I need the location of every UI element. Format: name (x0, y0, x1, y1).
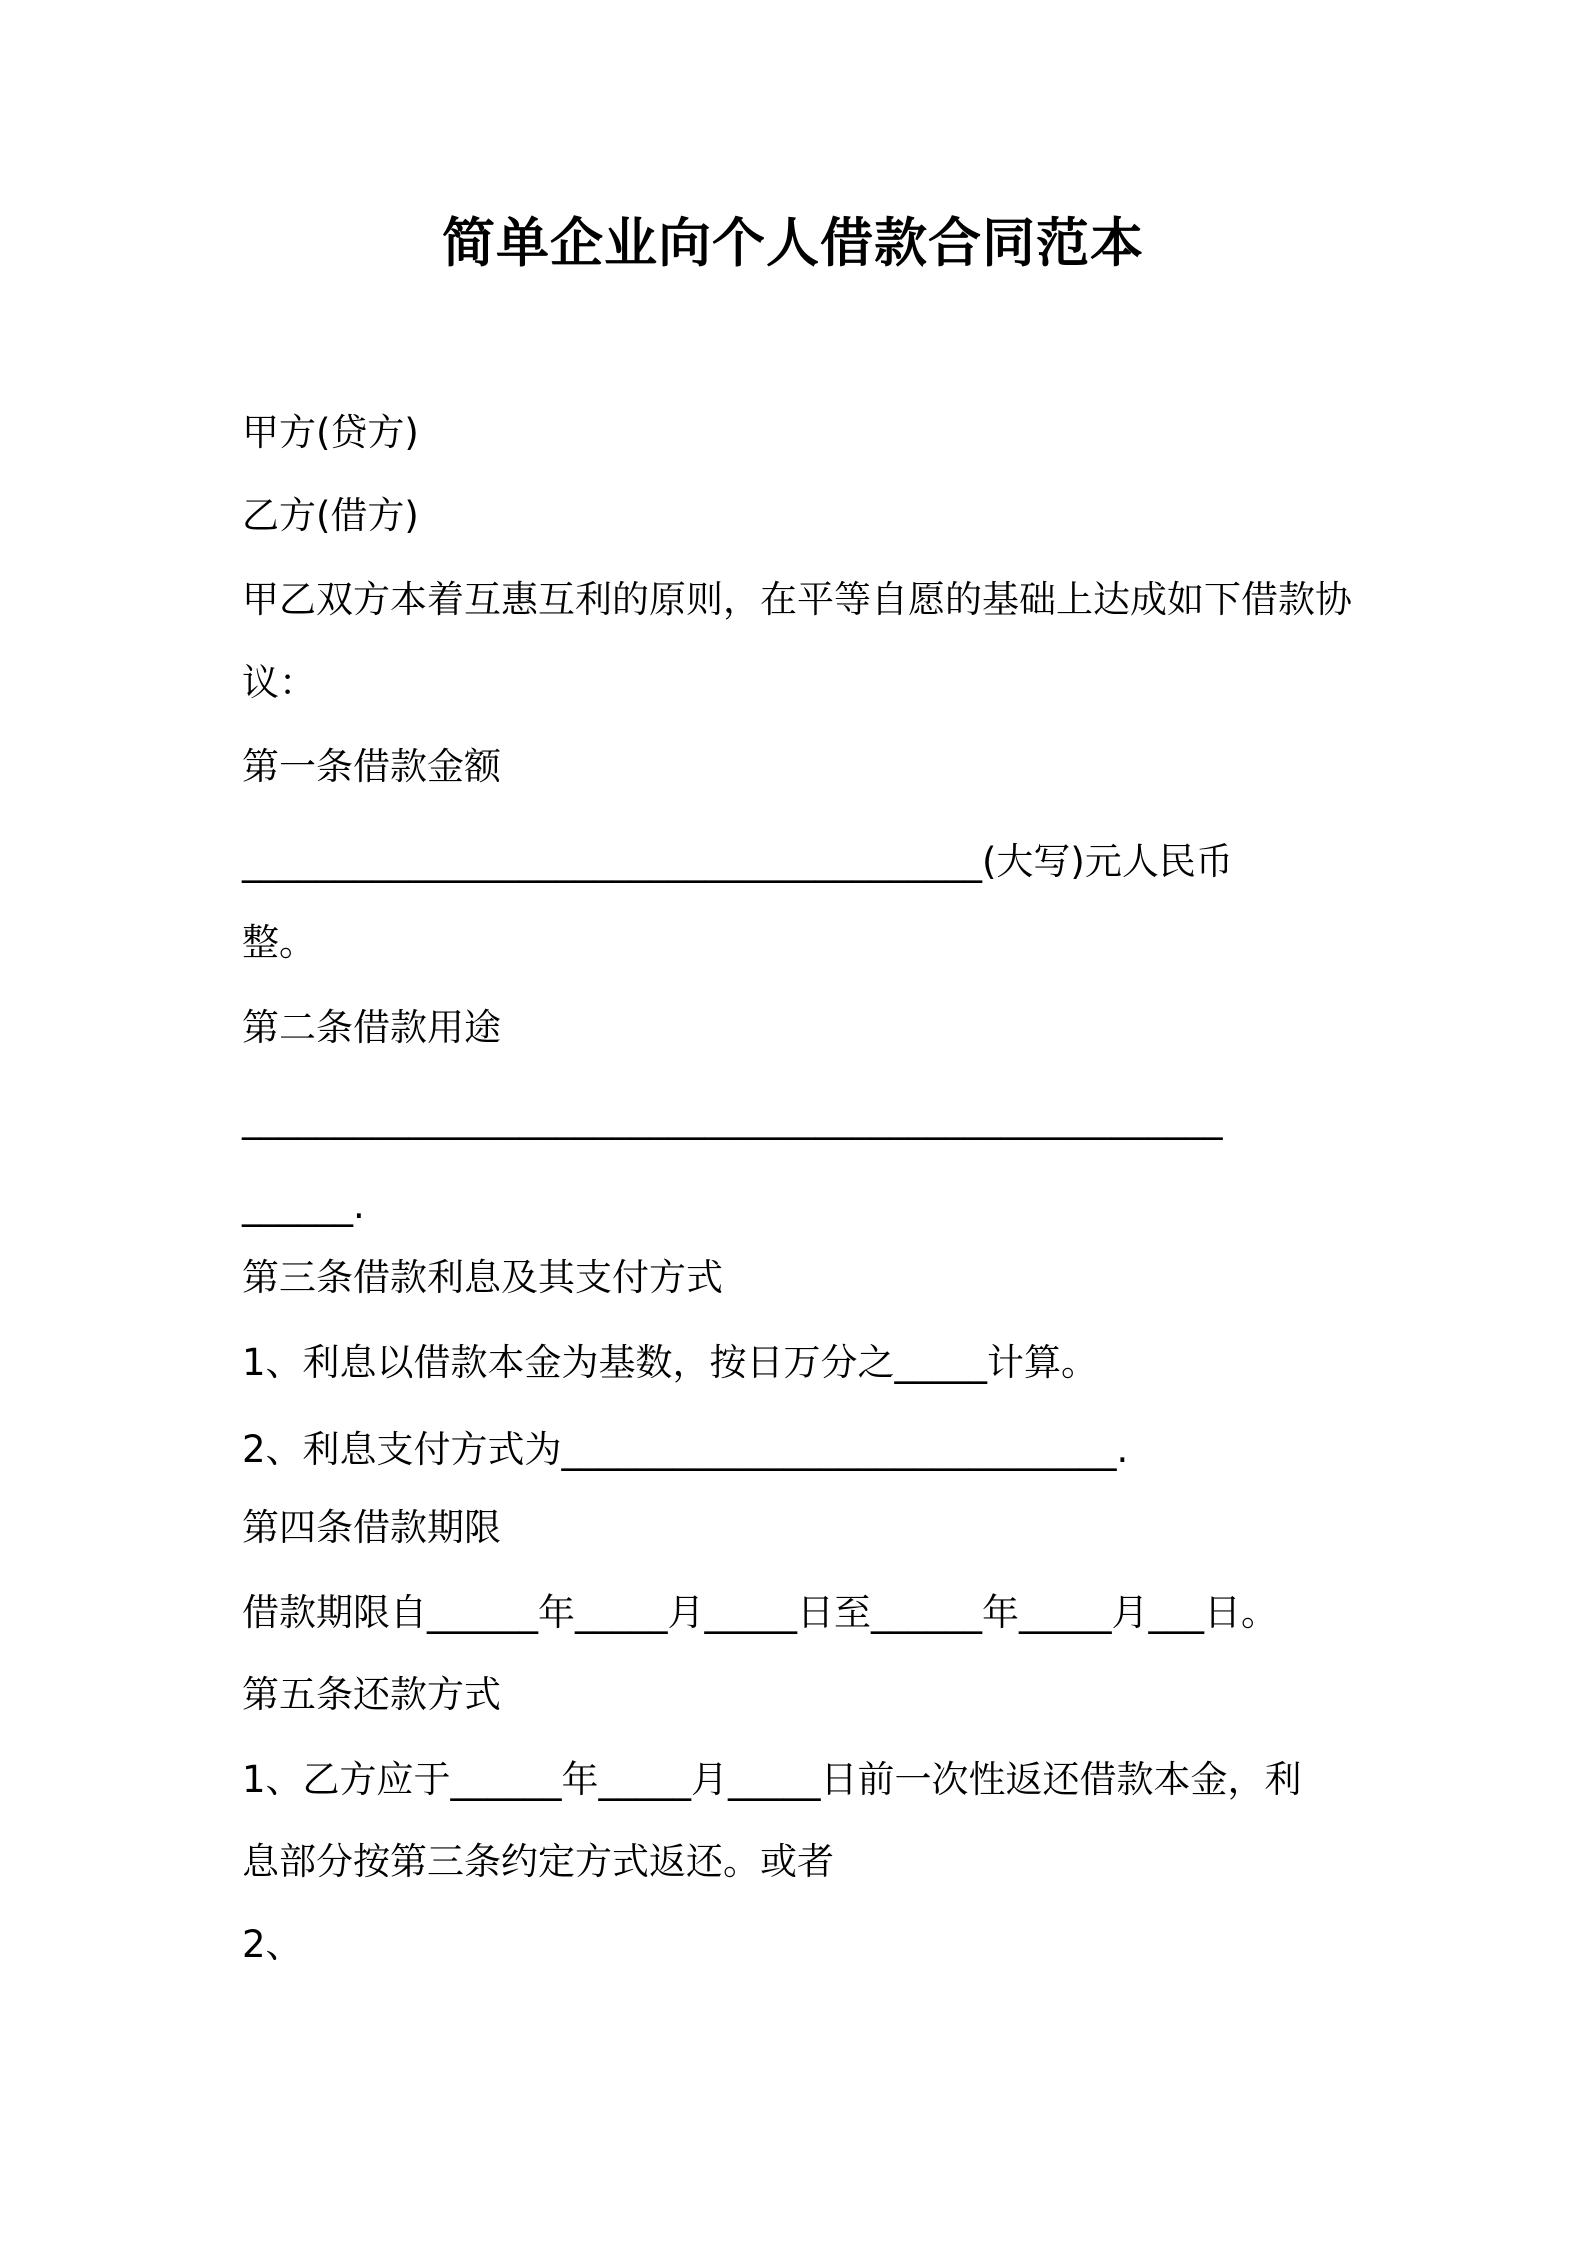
preamble-line-1: 甲乙双方本着互惠互利的原则，在平等自愿的基础上达成如下借款协 (242, 578, 1352, 621)
article-3-clause-2: 2、利息支付方式为______________________________. (242, 1428, 1129, 1471)
article-1-heading: 第一条借款金额 (242, 745, 501, 788)
article-2-heading: 第二条借款用途 (242, 1006, 501, 1049)
article-5-clause-1: 1、乙方应于______年_____月_____日前一次性返还借款本金，利 (242, 1758, 1302, 1801)
article-1-amount-end: 整。 (242, 921, 316, 964)
party-a-line: 甲方(贷方) (242, 411, 419, 454)
article-3-heading: 第三条借款利息及其支付方式 (242, 1256, 723, 1299)
article-5-clause-1-cont: 息部分按第三条约定方式返还。或者 (242, 1840, 834, 1883)
article-5-clause-2: 2、 (242, 1923, 303, 1966)
party-b-line: 乙方(借方) (242, 494, 419, 537)
article-5-heading: 第五条还款方式 (242, 1673, 501, 1716)
document-title: 简单企业向个人借款合同范本 (442, 213, 1144, 274)
preamble-line-2: 议： (242, 661, 316, 704)
article-2-purpose-end: ______. (242, 1184, 365, 1227)
article-3-clause-1: 1、利息以借款本金为基数，按日万分之_____计算。 (242, 1341, 1099, 1384)
article-4-term-line: 借款期限自______年_____月_____日至______年_____月___日。 (242, 1591, 1278, 1634)
article-4-heading: 第四条借款期限 (242, 1506, 501, 1549)
article-1-amount-line: ________________________________________(大写)元人民币 (242, 840, 1233, 883)
article-2-purpose-line: _____________________________________________________ (242, 1097, 1223, 1140)
